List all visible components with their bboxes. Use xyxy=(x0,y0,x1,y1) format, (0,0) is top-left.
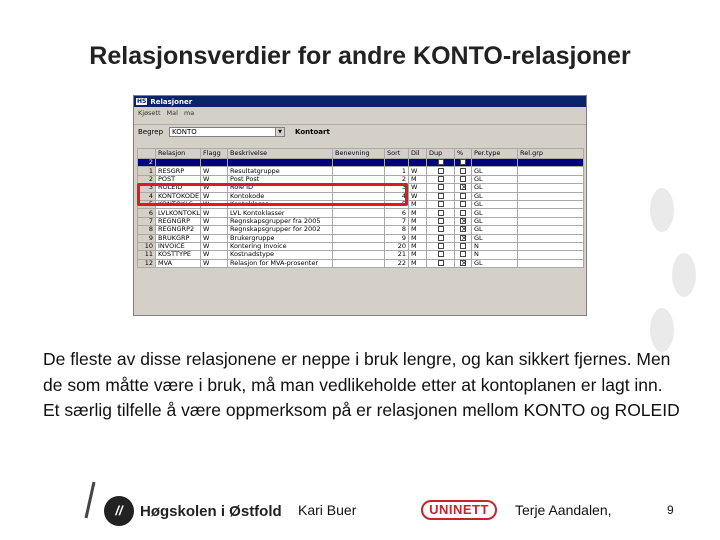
table-cell-relgrp xyxy=(518,217,584,225)
table-cell-beskrivelse: Regnskapsgrupper for 2002 xyxy=(228,226,333,234)
roleid-highlight-box xyxy=(137,183,408,206)
table-cell-beskrivelse: Role ID xyxy=(228,184,333,192)
table-cell-flagg: W xyxy=(201,226,228,234)
table-cell-sort: 9 xyxy=(385,234,409,242)
table-row[interactable] xyxy=(138,209,584,217)
table-header xyxy=(138,149,584,159)
checkbox[interactable] xyxy=(438,184,444,190)
table-cell-beskrivelse: Kontering Invoice xyxy=(228,242,333,250)
table-cell-relasjon: BRUKGRP xyxy=(156,234,201,242)
page-number: 9 xyxy=(667,503,674,517)
table-cell-dil: M xyxy=(409,251,427,259)
table-cell-n: 10 xyxy=(138,242,156,250)
table-cell-dup[interactable] xyxy=(427,209,455,217)
table-cell-benevning xyxy=(333,259,385,267)
col-header[interactable]: Dil xyxy=(409,149,427,159)
table-cell-flagg: W xyxy=(201,217,228,225)
checkbox[interactable] xyxy=(438,226,444,232)
checkbox[interactable] xyxy=(438,218,444,224)
table-cell-dup[interactable] xyxy=(427,251,455,259)
table-cell-sort xyxy=(385,159,409,167)
table-cell-relgrp xyxy=(518,184,584,192)
table-cell-beskrivelse: Kontokode xyxy=(228,192,333,200)
table-row[interactable] xyxy=(138,217,584,225)
table-cell-dil: M xyxy=(409,226,427,234)
uninett-logo: UNINETT xyxy=(421,500,497,520)
table-cell-beskrivelse: Kontoklasse xyxy=(228,200,333,208)
table-cell-relasjon: KONTOKODE xyxy=(156,192,201,200)
table-cell-n: 6 xyxy=(138,209,156,217)
table-cell-relgrp xyxy=(518,167,584,175)
table-cell-n: 2 xyxy=(138,159,156,167)
col-header[interactable]: Beskrivelse xyxy=(228,149,333,159)
checkbox[interactable] xyxy=(460,251,466,257)
hiof-logo xyxy=(104,496,282,526)
window-title: Relasjoner xyxy=(150,97,193,106)
table-cell-dup[interactable] xyxy=(427,200,455,208)
table-cell-flagg: W xyxy=(201,234,228,242)
table-cell-dup[interactable] xyxy=(427,234,455,242)
table-cell-sort: 21 xyxy=(385,251,409,259)
checkbox[interactable] xyxy=(438,235,444,241)
table-cell-pertype xyxy=(472,159,518,167)
table-cell-sort: 3 xyxy=(385,184,409,192)
table-cell-pertype: N xyxy=(472,251,518,259)
table-cell-n: 11 xyxy=(138,251,156,259)
footer-presenter: Terje Aandalen, xyxy=(515,502,612,518)
table-cell-pct[interactable] xyxy=(455,234,472,242)
table-cell-sort: 8 xyxy=(385,226,409,234)
table-cell-benevning xyxy=(333,159,385,167)
table-cell-relasjon: ROLEID xyxy=(156,184,201,192)
table-cell-dup[interactable] xyxy=(427,167,455,175)
footer-author: Kari Buer xyxy=(298,502,357,518)
slash-decoration-icon xyxy=(80,480,100,520)
checkbox[interactable] xyxy=(460,210,466,216)
table-cell-pertype: GL xyxy=(472,200,518,208)
table-cell-relasjon: MVA xyxy=(156,259,201,267)
table-cell-sort: 1 xyxy=(385,167,409,175)
col-header[interactable]: Sort xyxy=(385,149,409,159)
col-header[interactable]: % xyxy=(455,149,472,159)
table-cell-dil: M xyxy=(409,259,427,267)
relasjon-table xyxy=(137,148,584,268)
checkbox[interactable] xyxy=(460,168,466,174)
col-header[interactable]: Dup xyxy=(427,149,455,159)
table-cell-benevning xyxy=(333,167,385,175)
table-cell-flagg: W xyxy=(201,192,228,200)
table-cell-benevning xyxy=(333,209,385,217)
checkbox[interactable] xyxy=(438,243,444,249)
menu-item[interactable]: Mal xyxy=(166,108,178,117)
checkbox[interactable] xyxy=(438,210,444,216)
table-cell-benevning xyxy=(333,242,385,250)
checkbox[interactable] xyxy=(438,176,444,182)
table-cell-pertype: GL xyxy=(472,184,518,192)
table-cell-pct[interactable] xyxy=(455,192,472,200)
table-cell-sort: 6 xyxy=(385,209,409,217)
table-row[interactable] xyxy=(138,167,584,175)
table-cell-pct[interactable] xyxy=(455,175,472,183)
table-cell-pct[interactable] xyxy=(455,167,472,175)
table-cell-beskrivelse: Kostnadstype xyxy=(228,251,333,259)
window-titlebar xyxy=(134,96,586,107)
table-cell-benevning xyxy=(333,234,385,242)
app-icon: HS xyxy=(137,98,147,105)
table-cell-relasjon: KOSTTYPE xyxy=(156,251,201,259)
table-cell-relgrp xyxy=(518,259,584,267)
col-header[interactable]: Benevning xyxy=(333,149,385,159)
table-cell-pertype: GL xyxy=(472,234,518,242)
col-header[interactable]: Per.type xyxy=(472,149,518,159)
table-cell-pertype: GL xyxy=(472,192,518,200)
table-cell-dup[interactable] xyxy=(427,175,455,183)
table-cell-dil: M xyxy=(409,242,427,250)
table-cell-n: 2 xyxy=(138,175,156,183)
table-cell-n: 1 xyxy=(138,167,156,175)
table-cell-relgrp xyxy=(518,192,584,200)
table-cell-dil: W xyxy=(409,167,427,175)
logo-text: Høgskolen i Østfold xyxy=(140,502,282,520)
table-cell-n: 8 xyxy=(138,226,156,234)
table-cell-pct[interactable] xyxy=(455,259,472,267)
checkbox[interactable] xyxy=(460,193,466,199)
checkbox[interactable] xyxy=(438,159,444,165)
table-cell-benevning xyxy=(333,226,385,234)
checkbox[interactable] xyxy=(460,218,466,224)
filter-kind: Kontoart xyxy=(295,127,330,136)
table-cell-n: 7 xyxy=(138,217,156,225)
table-cell-relgrp xyxy=(518,226,584,234)
table-cell-n: 4 xyxy=(138,192,156,200)
table-cell-dup[interactable] xyxy=(427,259,455,267)
checkbox[interactable] xyxy=(438,260,444,266)
table-cell-pertype: GL xyxy=(472,217,518,225)
table-row[interactable] xyxy=(138,259,584,267)
table-cell-relasjon xyxy=(156,159,201,167)
table-cell-dil xyxy=(409,159,427,167)
checkbox[interactable] xyxy=(460,235,466,241)
table-cell-relasjon: KONTOKLS xyxy=(156,200,201,208)
table-cell-dup[interactable] xyxy=(427,242,455,250)
table-cell-dup[interactable] xyxy=(427,226,455,234)
table-cell-relgrp xyxy=(518,251,584,259)
table-cell-pertype: GL xyxy=(472,167,518,175)
table-cell-pct[interactable] xyxy=(455,200,472,208)
table-row[interactable] xyxy=(138,234,584,242)
table-cell-benevning xyxy=(333,251,385,259)
table-cell-relgrp xyxy=(518,175,584,183)
table-cell-dil: W xyxy=(409,184,427,192)
table-cell-flagg: W xyxy=(201,200,228,208)
table-cell-sort: 22 xyxy=(385,259,409,267)
table-cell-pct[interactable] xyxy=(455,226,472,234)
table-cell-relgrp xyxy=(518,200,584,208)
filter-row xyxy=(134,125,586,138)
table-cell-flagg: W xyxy=(201,242,228,250)
table-cell-pct[interactable] xyxy=(455,209,472,217)
checkbox[interactable] xyxy=(460,243,466,249)
filter-label: Begrep xyxy=(138,127,164,136)
checkbox[interactable] xyxy=(438,168,444,174)
table-cell-sort: 20 xyxy=(385,242,409,250)
table-cell-beskrivelse: Resultatgruppe xyxy=(228,167,333,175)
checkbox[interactable] xyxy=(460,260,466,266)
menu-item[interactable]: ma xyxy=(183,108,195,117)
table-cell-relasjon: INVOICE xyxy=(156,242,201,250)
table-cell-pct[interactable] xyxy=(455,242,472,250)
table-row[interactable] xyxy=(138,251,584,259)
table-cell-flagg xyxy=(201,159,228,167)
toolbar xyxy=(134,118,586,125)
body-text xyxy=(43,347,683,424)
table-cell-sort: 5 xyxy=(385,200,409,208)
col-header[interactable] xyxy=(138,149,156,159)
col-header[interactable]: Relasjon xyxy=(156,149,201,159)
table-cell-relgrp xyxy=(518,209,584,217)
hiof-logo-icon: // xyxy=(104,496,134,526)
table-cell-flagg: W xyxy=(201,251,228,259)
table-cell-beskrivelse: Relasjon for MVA-prosenter xyxy=(228,259,333,267)
table-cell-dil: M xyxy=(409,175,427,183)
table-cell-dil: M xyxy=(409,209,427,217)
checkbox[interactable] xyxy=(460,184,466,190)
table-cell-dil: W xyxy=(409,192,427,200)
table-cell-beskrivelse: Regnskapsgrupper fra 2005 xyxy=(228,217,333,225)
table-cell-dup[interactable] xyxy=(427,192,455,200)
paragraph: De fleste av disse relasjonene er neppe i bruk lengre, og kan sikkert fjernes. Men de som måtte være i bruk, må man vedlikeholde etter at kontoplanen er lagt inn. xyxy=(43,349,671,395)
col-header[interactable]: Flagg xyxy=(201,149,228,159)
table-cell-pct[interactable] xyxy=(455,159,472,167)
begrep-combo[interactable] xyxy=(169,127,285,137)
table-row[interactable] xyxy=(138,226,584,234)
table-cell-flagg: W xyxy=(201,167,228,175)
checkbox[interactable] xyxy=(460,201,466,207)
table-cell-pertype: GL xyxy=(472,226,518,234)
footprint-watermark-icon xyxy=(642,180,702,360)
table-cell-n: 3 xyxy=(138,184,156,192)
table-cell-relasjon: REGNGRP2 xyxy=(156,226,201,234)
table-cell-pertype: GL xyxy=(472,175,518,183)
table-cell-dil: M xyxy=(409,234,427,242)
table-cell-pct[interactable] xyxy=(455,184,472,192)
table-cell-beskrivelse: Brukergruppe xyxy=(228,234,333,242)
table-row[interactable] xyxy=(138,242,584,250)
table-cell-dup[interactable] xyxy=(427,159,455,167)
checkbox[interactable] xyxy=(460,176,466,182)
checkbox[interactable] xyxy=(460,159,466,165)
table-cell-dup[interactable] xyxy=(427,184,455,192)
table-cell-beskrivelse: LVL Kontoklasser xyxy=(228,209,333,217)
table-cell-n: 12 xyxy=(138,259,156,267)
checkbox[interactable] xyxy=(438,201,444,207)
menu-item[interactable]: Kjøsett xyxy=(138,108,161,117)
combo-value: KONTO xyxy=(172,127,197,136)
table-cell-flagg: W xyxy=(201,209,228,217)
table-cell-n: 5 xyxy=(138,200,156,208)
table-cell-benevning xyxy=(333,217,385,225)
table-cell-relgrp xyxy=(518,159,584,167)
table-cell-dil: M xyxy=(409,217,427,225)
table-cell-beskrivelse xyxy=(228,159,333,167)
table-cell-relasjon: RESGRP xyxy=(156,167,201,175)
menu-bar xyxy=(134,107,586,118)
col-header[interactable]: Rel.grp xyxy=(518,149,584,159)
table-cell-relasjon: POST xyxy=(156,175,201,183)
table-cell-flagg: W xyxy=(201,259,228,267)
table-cell-dil: M xyxy=(409,200,427,208)
table-cell-sort: 7 xyxy=(385,217,409,225)
paragraph: Et særlig tilfelle å være oppmerksom på er relasjonen mellom KONTO og ROLEID xyxy=(43,400,680,420)
table-cell-beskrivelse: Post Post xyxy=(228,175,333,183)
table-cell-pertype: GL xyxy=(472,209,518,217)
table-row[interactable] xyxy=(138,159,584,167)
checkbox[interactable] xyxy=(438,193,444,199)
table-cell-flagg: W xyxy=(201,184,228,192)
table-cell-pertype: N xyxy=(472,242,518,250)
checkbox[interactable] xyxy=(438,251,444,257)
table-cell-dup[interactable] xyxy=(427,217,455,225)
table-cell-pct[interactable] xyxy=(455,251,472,259)
chevron-down-icon[interactable]: ▼ xyxy=(275,128,284,136)
table-cell-flagg: W xyxy=(201,175,228,183)
table-cell-relgrp xyxy=(518,234,584,242)
table-cell-pertype: GL xyxy=(472,259,518,267)
table-cell-relasjon: REGNGRP xyxy=(156,217,201,225)
table-cell-sort: 2 xyxy=(385,175,409,183)
table-cell-pct[interactable] xyxy=(455,217,472,225)
table-cell-relasjon: LVLKONTOKL xyxy=(156,209,201,217)
table-cell-relgrp xyxy=(518,242,584,250)
slide-title: Relasjonsverdier for andre KONTO-relasjoner xyxy=(89,42,631,70)
checkbox[interactable] xyxy=(460,226,466,232)
table-cell-sort: 4 xyxy=(385,192,409,200)
table-cell-n: 9 xyxy=(138,234,156,242)
